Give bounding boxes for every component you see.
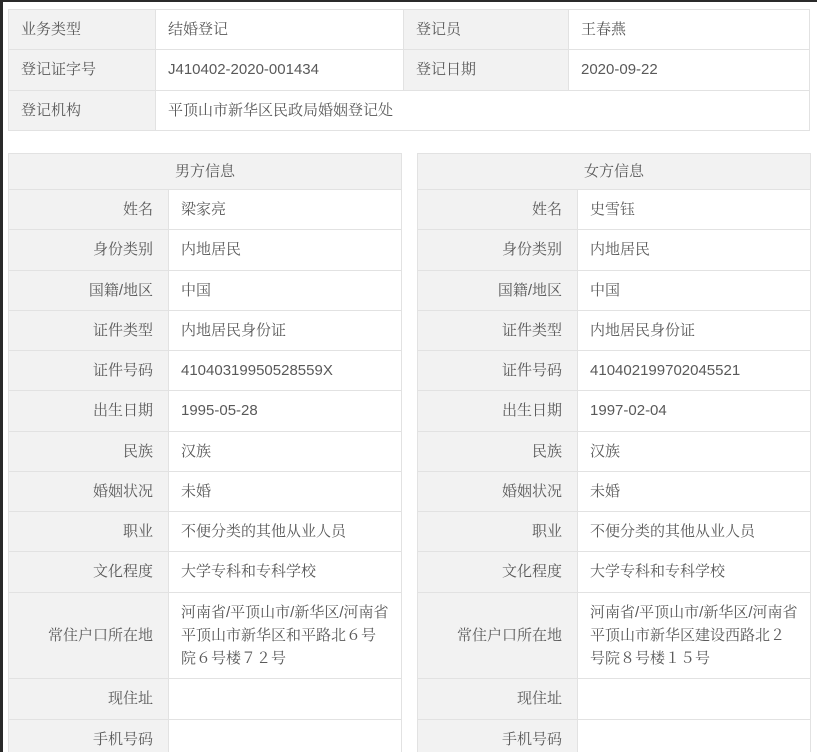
- field-label-id-number: 证件号码: [418, 351, 578, 391]
- field-label-registrar: 登记员: [404, 10, 569, 50]
- field-label-education: 文化程度: [418, 552, 578, 592]
- table-row: [9, 190, 402, 230]
- field-value-mobile-number: [578, 719, 811, 752]
- male-info-title: 男方信息: [9, 153, 402, 189]
- field-label-marital-status: 婚姻状况: [418, 471, 578, 511]
- field-value-reg-date: 2020-09-22: [569, 50, 810, 90]
- field-value-education: 大学专科和专科学校: [169, 552, 402, 592]
- field-value-current-address: [578, 679, 811, 719]
- field-value-id-type: 内地居民身份证: [169, 310, 402, 350]
- table-row: [9, 10, 810, 50]
- field-value-name: 史雪钰: [578, 190, 811, 230]
- field-label-marital-status: 婚姻状况: [9, 471, 169, 511]
- field-value-id-number: 41040319950528559X: [169, 351, 402, 391]
- field-label-occupation: 职业: [9, 512, 169, 552]
- table-row: [9, 512, 402, 552]
- field-label-id-type: 证件类型: [418, 310, 578, 350]
- field-label-ethnicity: 民族: [9, 431, 169, 471]
- field-value-nationality: 中国: [578, 270, 811, 310]
- field-label-household-address: 常住户口所在地: [418, 592, 578, 679]
- field-label-reg-date: 登记日期: [404, 50, 569, 90]
- field-value-ethnicity: 汉族: [169, 431, 402, 471]
- field-value-education: 大学专科和专科学校: [578, 552, 811, 592]
- table-row: [9, 679, 402, 719]
- field-label-current-address: 现住址: [418, 679, 578, 719]
- field-value-name: 梁家亮: [169, 190, 402, 230]
- field-value-identity-type: 内地居民: [578, 230, 811, 270]
- field-label-nationality: 国籍/地区: [418, 270, 578, 310]
- table-row: [418, 512, 811, 552]
- table-row: [418, 592, 811, 679]
- field-value-id-number: 410402199702045521: [578, 351, 811, 391]
- field-value-nationality: 中国: [169, 270, 402, 310]
- field-label-office: 登记机构: [9, 90, 156, 130]
- table-row: [9, 230, 402, 270]
- table-row: [418, 719, 811, 752]
- field-value-id-type: 内地居民身份证: [578, 310, 811, 350]
- field-value-birth-date: 1997-02-04: [578, 391, 811, 431]
- field-value-occupation: 不便分类的其他从业人员: [578, 512, 811, 552]
- table-row: [418, 679, 811, 719]
- field-label-ethnicity: 民族: [418, 431, 578, 471]
- field-value-ethnicity: 汉族: [578, 431, 811, 471]
- female-info-title: 女方信息: [418, 153, 811, 189]
- table-row: [9, 310, 402, 350]
- table-header-row: [418, 153, 811, 189]
- male-info-table: [8, 153, 402, 752]
- table-row: [9, 270, 402, 310]
- field-label-household-address: 常住户口所在地: [9, 592, 169, 679]
- field-value-identity-type: 内地居民: [169, 230, 402, 270]
- field-label-cert-no: 登记证字号: [9, 50, 156, 90]
- field-label-education: 文化程度: [9, 552, 169, 592]
- table-row: [418, 391, 811, 431]
- field-value-household-address: 河南省/平顶山市/新华区/河南省平顶山市新华区建设西路北２号院８号楼１５号: [578, 592, 811, 679]
- table-row: [418, 230, 811, 270]
- field-label-id-number: 证件号码: [9, 351, 169, 391]
- table-row: [418, 471, 811, 511]
- table-row: [418, 351, 811, 391]
- field-value-office: 平顶山市新华区民政局婚姻登记处: [156, 90, 810, 130]
- field-label-name: 姓名: [9, 190, 169, 230]
- female-info-table: [417, 153, 811, 752]
- field-value-business-type: 结婚登记: [156, 10, 404, 50]
- table-row: [9, 471, 402, 511]
- table-row: [9, 50, 810, 90]
- field-label-nationality: 国籍/地区: [9, 270, 169, 310]
- person-info-section: [8, 153, 810, 752]
- table-row: [418, 431, 811, 471]
- field-value-mobile-number: [169, 719, 402, 752]
- table-header-row: [9, 153, 402, 189]
- table-row: [9, 391, 402, 431]
- field-label-identity-type: 身份类别: [418, 230, 578, 270]
- field-label-mobile-number: 手机号码: [9, 719, 169, 752]
- field-value-marital-status: 未婚: [169, 471, 402, 511]
- record-content: [3, 2, 817, 752]
- field-value-birth-date: 1995-05-28: [169, 391, 402, 431]
- table-row: [9, 351, 402, 391]
- table-row: [9, 552, 402, 592]
- field-value-cert-no: J410402-2020-001434: [156, 50, 404, 90]
- field-value-household-address: 河南省/平顶山市/新华区/河南省平顶山市新华区和平路北６号院６号楼７２号: [169, 592, 402, 679]
- registration-summary-table: [8, 9, 810, 131]
- field-label-id-type: 证件类型: [9, 310, 169, 350]
- field-value-occupation: 不便分类的其他从业人员: [169, 512, 402, 552]
- field-label-current-address: 现住址: [9, 679, 169, 719]
- table-row: [9, 592, 402, 679]
- field-label-occupation: 职业: [418, 512, 578, 552]
- table-row: [9, 719, 402, 752]
- field-value-current-address: [169, 679, 402, 719]
- field-label-mobile-number: 手机号码: [418, 719, 578, 752]
- field-value-registrar: 王春燕: [569, 10, 810, 50]
- table-row: [418, 310, 811, 350]
- table-row: [418, 270, 811, 310]
- field-label-birth-date: 出生日期: [418, 391, 578, 431]
- table-row: [9, 90, 810, 130]
- field-value-marital-status: 未婚: [578, 471, 811, 511]
- field-label-identity-type: 身份类别: [9, 230, 169, 270]
- table-row: [418, 552, 811, 592]
- field-label-birth-date: 出生日期: [9, 391, 169, 431]
- field-label-business-type: 业务类型: [9, 10, 156, 50]
- table-row: [418, 190, 811, 230]
- table-row: [9, 431, 402, 471]
- field-label-name: 姓名: [418, 190, 578, 230]
